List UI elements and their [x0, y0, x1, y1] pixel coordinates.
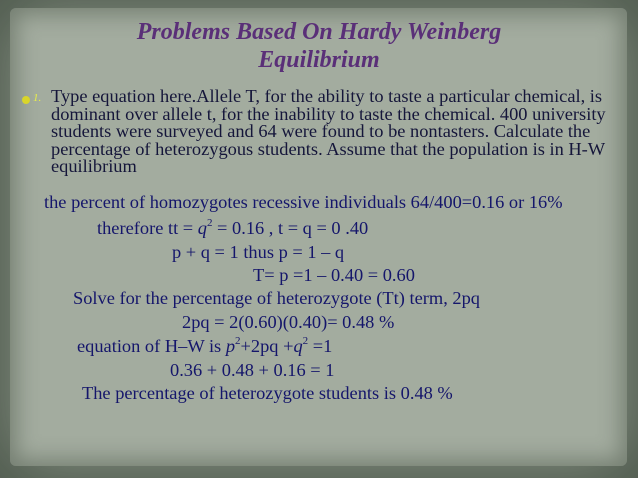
problem-statement: Type equation here.Allele T, for the ability to taste a particular chemical, is dominant over allele t, for the inability to taste the chemical. 400 university students were surveyed and 64 were found to be nontasters. Calculate the percentage of heterozygous students. Assume that the population is in H-W equilibrium — [51, 86, 606, 176]
variable-q: q — [197, 218, 207, 238]
solution-line-5: Solve for the percentage of heterozygote (Tt) term, 2pq — [73, 288, 480, 308]
bullet-number: 1. — [33, 92, 42, 104]
solution-line-7-text-a: equation of H–W is — [77, 336, 226, 356]
variable-q: q — [293, 336, 303, 356]
solution-line-4: T= p =1 – 0.40 = 0.60 — [253, 265, 415, 285]
solution-line-2-text-a: therefore tt = — [97, 218, 198, 238]
solution-line-7-text-b: +2pq + — [240, 336, 294, 356]
solution-line-7-text-c: =1 — [308, 336, 333, 356]
solution-line-3: p + q = 1 thus p = 1 – q — [172, 242, 345, 262]
exponent: 2 — [302, 334, 309, 347]
exponent: 2 — [206, 216, 213, 229]
solution-line-1: the percent of homozygotes recessive individuals 64/400=0.16 or 16% — [44, 192, 563, 212]
slide-title-line-1: Problems Based On Hardy Weinberg — [136, 19, 502, 45]
exponent: 2 — [235, 334, 241, 347]
slide-title-line-2: Equilibrium — [258, 47, 380, 73]
solution-line-2-text-b: = 0.16 , t = q = 0 .40 — [212, 218, 369, 238]
solution-line-9: The percentage of heterozygote students is 0.48 % — [82, 383, 453, 403]
variable-p: p — [225, 336, 236, 356]
solution-line-7 — [77, 335, 332, 357]
bullet-dot-icon — [22, 96, 30, 104]
solution-line-6: 2pq = 2(0.60)(0.40)= 0.48 % — [182, 312, 395, 332]
solution-line-8: 0.36 + 0.48 + 0.16 = 1 — [170, 360, 335, 380]
solution-line-2 — [97, 217, 368, 239]
